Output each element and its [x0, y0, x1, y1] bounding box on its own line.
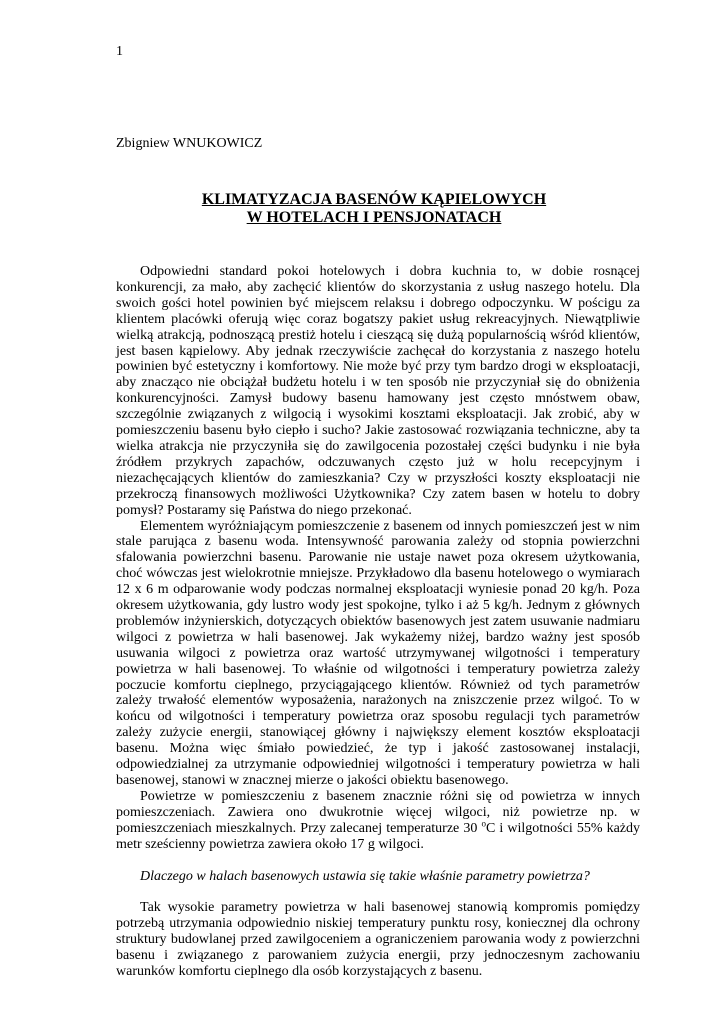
degree-symbol: o: [481, 818, 486, 829]
page-number: 1: [116, 44, 123, 59]
section-question: Dlaczego w halach basenowych ustawia się takie właśnie parametry powietrza?: [140, 868, 590, 884]
paragraph-air-humidity-part2: C i wilgotności 55% każdy metr sześcienny powietrza zawiera około 17 g wilgoci.: [116, 820, 641, 852]
paragraph-evaporation: Elementem wyróżniającym pomieszczenie z basenem od innych pomieszczeń jest w nim stale parująca z basenu woda. Intensywność parowania zależy od stopnia powierzchni sfalowania powierzchni basenu. Parowanie nie ustaje nawet poza okresem użytkowania, choć wówczas jest wielokrotnie mniejsze. Przykładowo dla basenu hotelowego o wymiarach 12 x 6 m odparowanie wody podczas normalnej eksploatacji wyniesie ponad 20 kg/h. Poza okresem użytkowania, gdy lustro wody jest spokojne, tylko i aż 5 kg/h. Jednym z głównych problemów inżynierskich, dotyczących obiektów basenowych jest zatem usuwanie nadmiaru wilgoci z powietrza w hali basenowej. Jak wykażemy niżej, bardzo ważny jest sposób usuwania wilgoci z powietrza oraz wartość utrzymywanej wilgotności i temperatury powietrza w hali basenowej. To właśnie od wilgotności i temperatury powietrza zależy poczucie komfortu cieplnego, przyciągającego klientów. Również od tych parametrów zależy trwałość elementów wyposażenia, narażonych na zniszczenie przez wilgoć. To w końcu od wilgotności i temperatury powietrza oraz sposobu regulacji tych parametrów zależy zużycie energii, stanowiącej główny i największy element kosztów eksploatacji basenu. Można więc śmiało powiedzieć, że typ i jakość zastosowanej instalacji, odpowiedzialnej za utrzymanie odpowiedniej wilgotności i temperatury powietrza w hali basenowej, stanowi w znacznej mierze o jakości obiektu basenowego.: [116, 518, 640, 788]
title-line-1: KLIMATYZACJA BASENÓW KĄPIELOWYCH: [201, 191, 547, 208]
article-body: [116, 264, 640, 980]
title-line-2: W HOTELACH I PENSJONATACH: [246, 209, 502, 226]
paragraph-intro: Odpowiedni standard pokoi hotelowych i dobra kuchnia to, w dobie rosnącej konkurencji, za mało, aby zachęcić klientów do skorzystania z usług naszego hotelu. Dla swoich gości hotel powinien być miejscem relaksu i dobrego odpoczynku. W pościgu za klientem placówki oferują więc coraz bogatszy pakiet usług rekreacyjnych. Niewątpliwie wielką atrakcją, podnoszącą prestiż hotelu i cieszącą się dużą popularnością wśród klientów, jest basen kąpielowy. Aby jednak rzeczywiście zachęcał do korzystania z naszego hotelu powinien być estetyczny i komfortowy. Nie może być przy tym bardzo drogi w eksploatacji, aby znacząco nie obciążał budżetu hotelu i w ten sposób nie przyczyniał się do obniżenia konkurencyjności. Zamysł budowy basenu hamowany jest często mnóstwem obaw, szczególnie związanych z wilgocią i wysokimi kosztami eksploatacji. Jak zrobić, aby w pomieszczeniu basenu było ciepło i sucho? Jakie zastosować rozwiązania techniczne, aby ta wielka atrakcja nie przyczyniła się do zawilgocenia pozostałej części budynku i nie była źródłem przykrych zapachów, odczuwanych często już w holu recepcyjnym i niezachęcających klientów do zamieszkania? Czy w przyszłości koszty eksploatacji nie przekroczą finansowych możliwości Użytkownika? Czy zatem basen w hotelu to dobry pomysł? Postaramy się Państwa do niego przekonać.: [116, 264, 640, 518]
author-name: Zbigniew WNUKOWICZ: [116, 136, 263, 151]
paragraph-parameters: Tak wysokie parametry powietrza w hali basenowej stanowią kompromis pomiędzy potrzebą utrzymania odpowiednio niskiej temperatury punktu rosy, koniecznej dla ochrony struktury budowlanej przed zawilgoceniem a ograniczeniem parowania wody z powierzchni basenu i związanego z parowaniem zużycia energii, przy jednoczesnym zachowaniu warunków komfortu cieplnego dla osób korzystających z basenu.: [116, 900, 640, 980]
article-title: [116, 191, 632, 227]
paragraph-air-humidity: [116, 789, 640, 853]
paragraph-air-humidity-part1: Powietrze w pomieszczeniu z basenem znacznie różni się od powietrza w innych pomieszczeniach. Zawiera ono dwukrotnie więcej wilgoci, niż powietrze np. w pomieszczeniach mieszkalnych. Przy zalecanej temperaturze 30: [116, 788, 640, 836]
